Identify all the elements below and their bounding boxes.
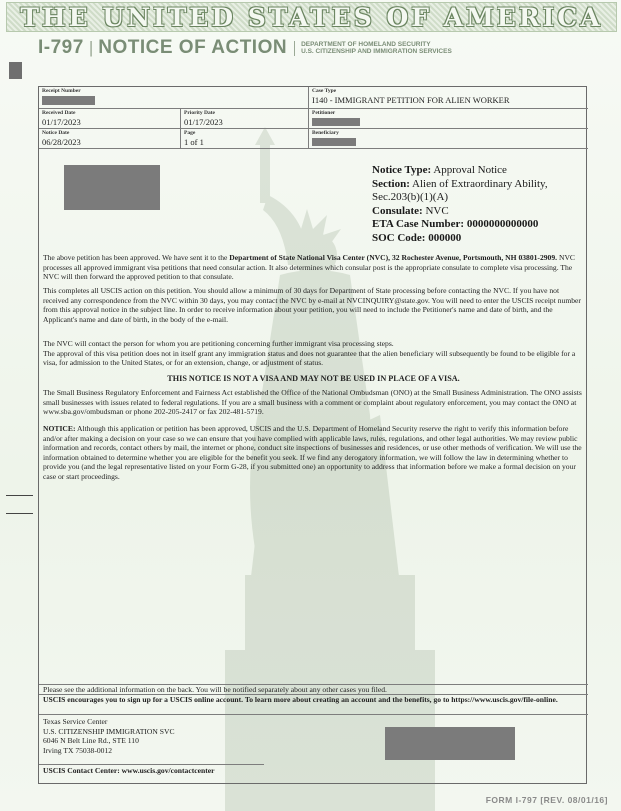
- p1-text-c: NVC processes all approved immigrant visa petitions that need consular action. It also determines which consular post is the appropriate consulate to complete visa processing. The NVC will then forward the approved petition to that consulate.: [43, 253, 575, 282]
- consulate-value: NVC: [425, 204, 449, 217]
- notice-frame: [38, 86, 587, 784]
- notice-date-label: Notice Date: [42, 130, 70, 136]
- section-value-2: Sec.203(b)(1)(A): [372, 191, 449, 203]
- contact-center-line: USCIS Contact Center: www.uscis.gov/contactcenter: [43, 766, 215, 775]
- notice-type-line: [372, 164, 582, 178]
- scan-dash-bottom: [6, 513, 33, 514]
- case-type-cell: [309, 87, 588, 109]
- nvc-address: Department of State National Visa Center (NVC), 32 Rochester Avenue, Portsmouth, NH 03801-2909.: [229, 253, 558, 262]
- beneficiary-label: Beneficiary: [312, 130, 339, 136]
- agency-line-1: DEPARTMENT OF HOMELAND SECURITY: [301, 40, 431, 48]
- eta-line: [372, 218, 582, 232]
- petitioner-label: Petitioner: [312, 110, 336, 116]
- petitioner-cell: [309, 109, 588, 129]
- paragraph-uscis-action: This completes all USCIS action on this petition. You should allow a minimum of 30 days for Department of State processing before contacting the NVC. If you have not received any correspondence from the NVC within 30 days, you may contact the NVC by e-mail at NVCINQUIRY@state.gov. You will need to enter the USCIS receipt number from this approval notice in the subject line. In order to receive information about your petition, you will need to include the Petitioner's name and date of birth, and the Applicant's name and date of birth, in the body of the e-mail.: [43, 286, 581, 324]
- paragraph-notice: [43, 424, 583, 482]
- receipt-number-label: Receipt Number: [42, 88, 81, 94]
- notice-info-block: [372, 164, 582, 245]
- p3-line-a: The NVC will contact the person for whom you are petitioning concerning further immigrant visa processing steps.: [43, 339, 394, 348]
- address-line-1: Texas Service Center: [43, 717, 108, 726]
- form-separator: |: [88, 38, 94, 57]
- section-label: Section:: [372, 177, 410, 190]
- agency-block: [294, 41, 452, 56]
- address-line-3: 6046 N Belt Line Rd., STE 110: [43, 736, 139, 746]
- received-date-cell: [39, 109, 181, 129]
- beneficiary-redacted: [312, 138, 356, 146]
- recipient-address-redacted: [64, 165, 160, 210]
- paragraph-approved: [43, 253, 583, 282]
- p1-text-a: The above petition has been approved. We have sent it to the: [43, 253, 230, 262]
- section-value: Alien of Extraordinary Ability,: [412, 177, 548, 190]
- footer-divider-3: [39, 714, 588, 715]
- section-line: [372, 178, 582, 192]
- form-title: NOTICE OF ACTION: [98, 37, 288, 58]
- priority-date-value: 01/17/2023: [184, 117, 223, 127]
- notice-text: Although this application or petition has been approved, USCIS and the U.S. Department of Homeland Security reserve the right to verify this information before and/or after making a decision on your case so we can ensure that you have complied with applicable laws, rules, regulations, and other legal authorities. We may review public information and records, contact others by mail, the internet or phone, conduct site inspections of businesses and residences, or use other methods of verification. We will use the information obtained to determine whether you are eligible for the benefit you seek. If we find any derogatory information, we will follow the law in determining whether to provide you (and the legal representative listed on your Form G-28, if you submitted one) an opportunity to address that information before we make a formal decision on your case or start proceedings.: [43, 424, 582, 481]
- page-label: Page: [184, 130, 196, 136]
- address-line-4: Irving TX 75038-0012: [43, 745, 113, 755]
- not-a-visa-warning: THIS NOTICE IS NOT A VISA AND MAY NOT BE USED IN PLACE OF A VISA.: [167, 374, 460, 383]
- agency-line-2: U.S. CITIZENSHIP AND IMMIGRATION SERVICES: [301, 48, 452, 55]
- beneficiary-cell: [309, 129, 588, 149]
- case-type-value: I140 - IMMIGRANT PETITION FOR ALIEN WORKER: [312, 95, 510, 105]
- mailing-barcode-redacted: [385, 727, 515, 760]
- notice-date-cell: [39, 129, 181, 149]
- soc-line: [372, 232, 582, 246]
- consulate-label: Consulate:: [372, 204, 423, 217]
- soc-value: 000000: [428, 231, 462, 244]
- notice-type-label: Notice Type:: [372, 164, 432, 176]
- form-number: I-797: [38, 37, 84, 58]
- scan-marker: [9, 62, 22, 79]
- p3-line-b: The approval of this visa petition does not in itself grant any immigration status and does not guarantee that the alien beneficiary will subsequently be found to be eligible for a visa, for admission to the United States, or for an extension, change, or adjustment of status.: [43, 348, 576, 368]
- form-revision: FORM I-797 [REV. 08/01/16]: [485, 795, 608, 805]
- received-date-value: 01/17/2023: [42, 117, 81, 127]
- petitioner-redacted: [312, 118, 360, 126]
- paragraph-nvc-contact: [43, 339, 583, 368]
- case-type-label: Case Type: [312, 88, 337, 94]
- scan-dash-top: [6, 495, 33, 496]
- banner: [6, 2, 617, 32]
- footer-divider-4: [39, 764, 264, 765]
- priority-date-label: Priority Date: [184, 110, 215, 116]
- eta-label: ETA Case Number:: [372, 218, 465, 230]
- receipt-number-cell: [39, 87, 309, 109]
- online-account-line: USCIS encourages you to sign up for a USCIS online account. To learn more about creating an account and the benefits, go to https://www.uscis.gov/file-online.: [43, 695, 558, 704]
- priority-date-cell: [181, 109, 309, 129]
- banner-title: THE UNITED STATES OF AMERICA: [20, 2, 603, 32]
- received-date-label: Received Date: [42, 110, 76, 116]
- receipt-number-redacted: [42, 96, 95, 105]
- page-value: 1 of 1: [184, 137, 204, 147]
- notice-type-value: Approval Notice: [433, 164, 507, 176]
- notice-date-value: 06/28/2023: [42, 137, 81, 147]
- service-center-address: [43, 717, 175, 755]
- consulate-line: [372, 205, 582, 219]
- soc-label: SOC Code:: [372, 231, 426, 244]
- additional-info-line: Please see the additional information on the back. You will be notified separately about any other cases you filed.: [43, 685, 387, 694]
- notice-label: NOTICE:: [43, 424, 76, 433]
- page-cell: [181, 129, 309, 149]
- eta-value: 0000000000000: [466, 218, 539, 230]
- address-line-2: U.S. CITIZENSHIP IMMIGRATION SVC: [43, 726, 175, 736]
- form-header: [38, 37, 452, 59]
- paragraph-ombudsman: The Small Business Regulatory Enforcement and Fairness Act established the Office of the National Ombudsman (ONO) at the Small Business Administration. The ONO assists small businesses with issues related to federal regulations. If you are a small business with a comment or complaint about regulatory enforcement, you may contact the ONO at www.sba.gov/ombudsman or phone 202-205-2417 or fax 202-481-5719.: [43, 388, 582, 417]
